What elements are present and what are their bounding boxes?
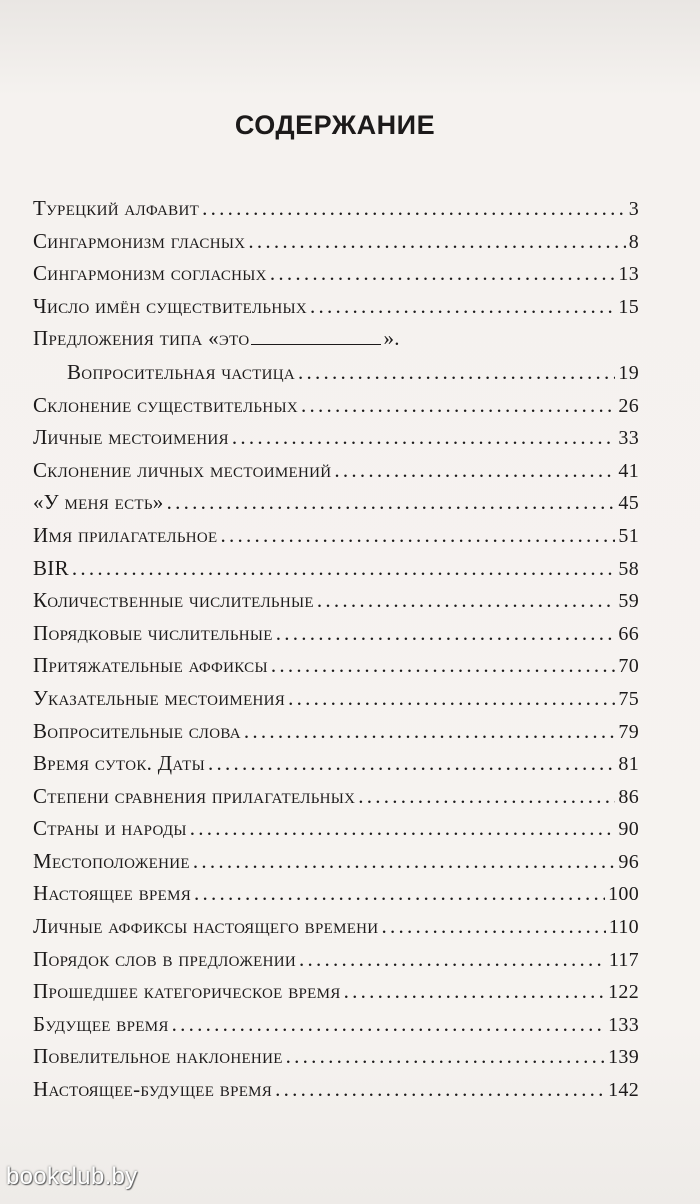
toc-entry-label: Склонение существительных xyxy=(33,392,298,417)
dot-leader xyxy=(193,849,616,874)
toc-entry-page: 139 xyxy=(608,1046,639,1069)
toc-entry[interactable] xyxy=(33,849,639,882)
toc-entry-page: 79 xyxy=(618,720,639,743)
toc-entry-label: Сингармонизм согласных xyxy=(33,261,267,286)
toc-entry[interactable] xyxy=(33,458,639,491)
watermark: bookclub.by xyxy=(6,1163,138,1190)
toc-entry-page: 100 xyxy=(608,883,639,906)
dot-leader xyxy=(288,686,615,711)
toc-entry[interactable] xyxy=(33,425,639,458)
toc-entry[interactable] xyxy=(33,1077,639,1110)
toc-entry-label-start: Предложения типа «это xyxy=(33,326,250,351)
toc-entry-first-line[interactable] xyxy=(33,326,639,360)
toc-entry-continuation[interactable] xyxy=(33,360,639,393)
dot-leader xyxy=(172,1012,605,1037)
toc-entry-page: 86 xyxy=(618,785,639,808)
toc-entry[interactable] xyxy=(33,686,639,719)
toc-entry-page: 3 xyxy=(628,198,639,220)
toc-entry[interactable] xyxy=(33,1012,639,1045)
toc-entry-page: 59 xyxy=(618,590,639,613)
toc-entry-label-end: ». xyxy=(383,326,400,351)
toc-entry-label: Указательные местоимения xyxy=(33,685,286,710)
toc-entry[interactable] xyxy=(33,881,639,914)
dot-leader xyxy=(72,556,615,581)
toc-entry-page: 96 xyxy=(618,850,639,873)
toc-entry-label: Вопросительная частица xyxy=(67,359,295,384)
toc-entry-label: Страны и народы xyxy=(33,816,187,841)
toc-entry[interactable] xyxy=(33,229,639,262)
toc-entry-label: Притяжательные аффиксы xyxy=(33,653,268,678)
dot-leader xyxy=(381,914,605,939)
dot-leader xyxy=(208,751,615,776)
dot-leader xyxy=(344,979,606,1004)
toc-entry-page: 8 xyxy=(628,230,639,253)
toc-entry-label: Время суток. Даты xyxy=(33,751,206,776)
toc-entry-label: Число имён существительных xyxy=(33,293,307,318)
toc-entry[interactable] xyxy=(33,588,639,621)
dot-leader xyxy=(298,360,615,385)
toc-entry-page: 90 xyxy=(618,818,639,841)
toc-entry-page: 45 xyxy=(618,492,639,515)
toc-entry-label: BIR xyxy=(33,555,69,580)
toc-entry-label: Будущее время xyxy=(33,1011,169,1036)
dot-leader xyxy=(299,947,606,972)
toc-entry[interactable] xyxy=(33,621,639,654)
dot-leader xyxy=(194,881,605,906)
toc-entry[interactable] xyxy=(33,523,639,556)
toc-entry-label: Прошедшее категорическое время xyxy=(33,979,341,1004)
toc-entry[interactable] xyxy=(33,196,639,229)
toc-entry[interactable] xyxy=(33,784,639,817)
toc-entry[interactable] xyxy=(33,751,639,784)
toc-entry-label: Количественные числительные xyxy=(33,588,314,613)
dot-leader xyxy=(286,1044,605,1069)
toc-entry[interactable] xyxy=(33,816,639,849)
dot-leader xyxy=(220,523,615,548)
toc-entry[interactable] xyxy=(33,979,639,1012)
toc-entry-page: 51 xyxy=(618,524,639,547)
toc-entry[interactable] xyxy=(33,1044,639,1077)
toc-entry-label: Порядок слов в предложении xyxy=(33,946,296,971)
toc-entry-label: Сингармонизм гласных xyxy=(33,228,246,253)
toc-entry-label: Повелительное наклонение xyxy=(33,1044,283,1069)
toc-entry-label: Имя прилагательное xyxy=(33,522,218,547)
dot-leader xyxy=(301,393,615,418)
toc-entry[interactable] xyxy=(33,393,639,426)
toc-entry-label: Настоящее-будущее время xyxy=(33,1077,273,1102)
dot-leader xyxy=(275,1077,605,1102)
toc-entry-label: Местоположение xyxy=(33,848,190,873)
dot-leader xyxy=(167,490,616,515)
toc-entry-label: «У меня есть» xyxy=(33,490,164,515)
toc-entry-label xyxy=(33,326,400,351)
toc-entry-page: 110 xyxy=(608,916,639,939)
toc-entry-label: Степени сравнения прилагательных xyxy=(33,783,356,808)
toc-entry-page: 26 xyxy=(618,394,639,417)
toc-entry[interactable] xyxy=(33,947,639,980)
toc-entry-label: Личные местоимения xyxy=(33,425,229,450)
dot-leader xyxy=(244,719,616,744)
toc-entry-page: 13 xyxy=(618,263,639,286)
toc-entry[interactable] xyxy=(33,914,639,947)
toc-entry-page: 66 xyxy=(618,622,639,645)
toc-entry-page: 33 xyxy=(618,427,639,450)
toc-entry[interactable] xyxy=(33,294,639,327)
dot-leader xyxy=(334,458,615,483)
toc-entry-page: 133 xyxy=(608,1013,639,1036)
toc-entry-label: Склонение личных местоимений xyxy=(33,457,332,482)
toc-entry[interactable] xyxy=(33,261,639,294)
toc-entry-page: 122 xyxy=(608,981,639,1004)
toc-entry[interactable] xyxy=(33,490,639,523)
toc-entry-page: 117 xyxy=(608,948,639,971)
dot-leader xyxy=(276,621,616,646)
blank-line xyxy=(251,330,381,345)
page-title: СОДЕРЖАНИЕ xyxy=(234,110,436,141)
toc-entry-page: 75 xyxy=(618,687,639,710)
dot-leader xyxy=(248,229,625,254)
dot-leader xyxy=(232,425,616,450)
dot-leader xyxy=(317,588,616,613)
toc-entry[interactable] xyxy=(33,653,639,686)
toc-entry-page: 81 xyxy=(618,753,639,776)
toc-entry-page: 58 xyxy=(618,557,639,580)
toc-entry-label: Турецкий алфавит xyxy=(33,196,200,220)
toc-entry-page: 15 xyxy=(618,295,639,318)
toc-entry-label: Личные аффиксы настоящего времени xyxy=(33,914,379,939)
table-of-contents xyxy=(33,196,639,1110)
dot-leader xyxy=(271,653,616,678)
toc-entry-label: Порядковые числительные xyxy=(33,620,273,645)
toc-entry[interactable] xyxy=(33,556,639,589)
toc-entry-page: 70 xyxy=(618,655,639,678)
dot-leader xyxy=(310,294,615,319)
dot-leader xyxy=(190,816,616,841)
toc-entry-page: 142 xyxy=(608,1079,639,1102)
dot-leader xyxy=(270,261,616,286)
toc-entry[interactable] xyxy=(33,719,639,752)
dot-leader xyxy=(358,784,615,809)
dot-leader xyxy=(202,196,626,221)
toc-entry-page: 19 xyxy=(618,361,639,384)
toc-entry-page: 41 xyxy=(618,459,639,482)
toc-entry-label: Вопросительные слова xyxy=(33,718,241,743)
toc-entry-label: Настоящее время xyxy=(33,881,192,906)
